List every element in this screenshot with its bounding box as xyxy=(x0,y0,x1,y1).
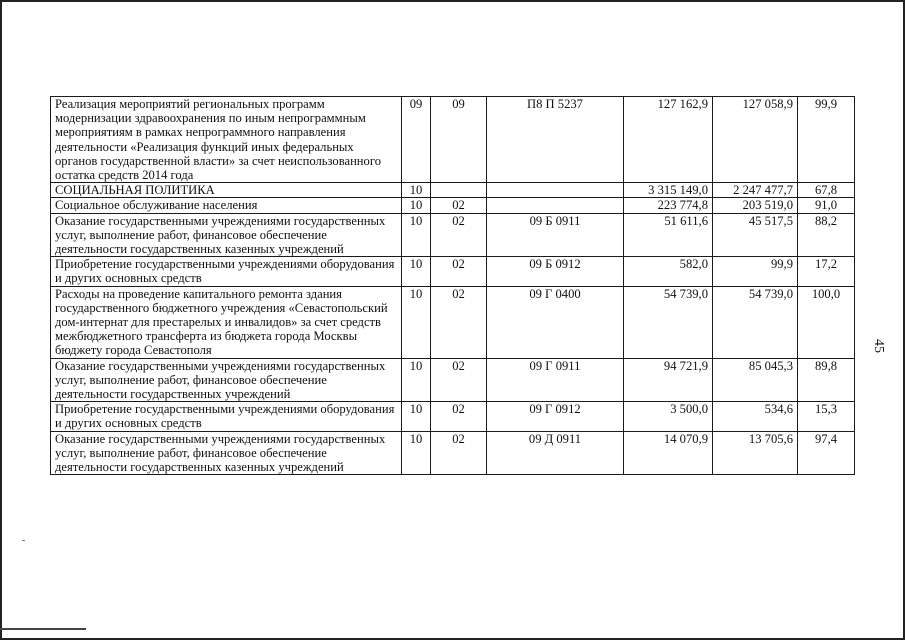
row-target-article xyxy=(487,183,624,198)
row-subsection: 09 xyxy=(431,97,487,183)
row-execution-percent: 67,8 xyxy=(798,183,855,198)
row-subsection: 02 xyxy=(431,431,487,475)
table-row xyxy=(51,286,855,358)
table-row xyxy=(51,183,855,198)
row-section: 10 xyxy=(402,402,431,431)
row-execution-percent: 91,0 xyxy=(798,198,855,213)
row-plan-amount: 3 500,0 xyxy=(624,402,713,431)
row-name: Оказание государственными учреждениями государственных услуг, выполнение работ, финансовое обеспечение деятельности государственных казенных учреждений xyxy=(51,213,402,257)
row-name: СОЦИАЛЬНАЯ ПОЛИТИКА xyxy=(51,183,402,198)
table-row xyxy=(51,358,855,402)
row-execution-percent: 88,2 xyxy=(798,213,855,257)
row-actual-amount: 13 705,6 xyxy=(713,431,798,475)
row-target-article: 09 Д 0911 xyxy=(487,431,624,475)
row-subsection: 02 xyxy=(431,286,487,358)
row-name: Приобретение государственными учреждениями оборудования и других основных средств xyxy=(51,402,402,431)
row-name: Реализация мероприятий региональных программ модернизации здравоохранения по иным непрограммным мероприятиям в рамках непрограммного направления деятельности «Реализация функций иных федеральных органов государственной власти» за счет неиспользованного остатка средств 2014 года xyxy=(51,97,402,183)
row-execution-percent: 100,0 xyxy=(798,286,855,358)
table-row xyxy=(51,198,855,213)
row-plan-amount: 223 774,8 xyxy=(624,198,713,213)
row-section: 10 xyxy=(402,213,431,257)
row-actual-amount: 85 045,3 xyxy=(713,358,798,402)
row-execution-percent: 97,4 xyxy=(798,431,855,475)
row-section: 10 xyxy=(402,286,431,358)
table-row xyxy=(51,402,855,431)
row-actual-amount: 2 247 477,7 xyxy=(713,183,798,198)
table-row xyxy=(51,213,855,257)
row-actual-amount: 54 739,0 xyxy=(713,286,798,358)
row-execution-percent: 89,8 xyxy=(798,358,855,402)
row-actual-amount: 534,6 xyxy=(713,402,798,431)
row-target-article: П8 П 5237 xyxy=(487,97,624,183)
table-row xyxy=(51,431,855,475)
row-execution-percent: 17,2 xyxy=(798,257,855,286)
row-subsection: 02 xyxy=(431,402,487,431)
row-section: 10 xyxy=(402,183,431,198)
row-plan-amount: 582,0 xyxy=(624,257,713,286)
row-subsection: 02 xyxy=(431,257,487,286)
row-execution-percent: 99,9 xyxy=(798,97,855,183)
budget-table xyxy=(50,96,855,475)
row-name: Расходы на проведение капитального ремонта здания государственного бюджетного учреждения «Севастопольский дом-интернат для престарелых и инвалидов» за счет средств межбюджетного трансферта из бюджета города Москвы бюджету города Севастополя xyxy=(51,286,402,358)
row-target-article: 09 Г 0911 xyxy=(487,358,624,402)
row-plan-amount: 14 070,9 xyxy=(624,431,713,475)
row-section: 10 xyxy=(402,198,431,213)
scan-speck xyxy=(22,540,25,541)
row-target-article: 09 Б 0911 xyxy=(487,213,624,257)
row-plan-amount: 94 721,9 xyxy=(624,358,713,402)
row-actual-amount: 203 519,0 xyxy=(713,198,798,213)
row-plan-amount: 3 315 149,0 xyxy=(624,183,713,198)
row-subsection xyxy=(431,183,487,198)
row-section: 10 xyxy=(402,257,431,286)
row-subsection: 02 xyxy=(431,213,487,257)
row-section: 10 xyxy=(402,358,431,402)
scan-edge-line xyxy=(0,628,86,630)
table-body xyxy=(51,97,855,475)
table-row xyxy=(51,257,855,286)
row-plan-amount: 54 739,0 xyxy=(624,286,713,358)
row-name: Оказание государственными учреждениями государственных услуг, выполнение работ, финансовое обеспечение деятельности государственных учреждений xyxy=(51,358,402,402)
row-actual-amount: 99,9 xyxy=(713,257,798,286)
row-execution-percent: 15,3 xyxy=(798,402,855,431)
row-name: Приобретение государственными учреждениями оборудования и других основных средств xyxy=(51,257,402,286)
row-actual-amount: 45 517,5 xyxy=(713,213,798,257)
row-target-article: 09 Г 0400 xyxy=(487,286,624,358)
row-name: Социальное обслуживание населения xyxy=(51,198,402,213)
row-actual-amount: 127 058,9 xyxy=(713,97,798,183)
table-row xyxy=(51,97,855,183)
row-target-article: 09 Б 0912 xyxy=(487,257,624,286)
row-subsection: 02 xyxy=(431,358,487,402)
row-plan-amount: 127 162,9 xyxy=(624,97,713,183)
row-section: 09 xyxy=(402,97,431,183)
row-target-article: 09 Г 0912 xyxy=(487,402,624,431)
row-section: 10 xyxy=(402,431,431,475)
row-target-article xyxy=(487,198,624,213)
row-name: Оказание государственными учреждениями государственных услуг, выполнение работ, финансовое обеспечение деятельности государственных казенных учреждений xyxy=(51,431,402,475)
row-plan-amount: 51 611,6 xyxy=(624,213,713,257)
row-subsection: 02 xyxy=(431,198,487,213)
page-number: 45 xyxy=(871,339,886,353)
